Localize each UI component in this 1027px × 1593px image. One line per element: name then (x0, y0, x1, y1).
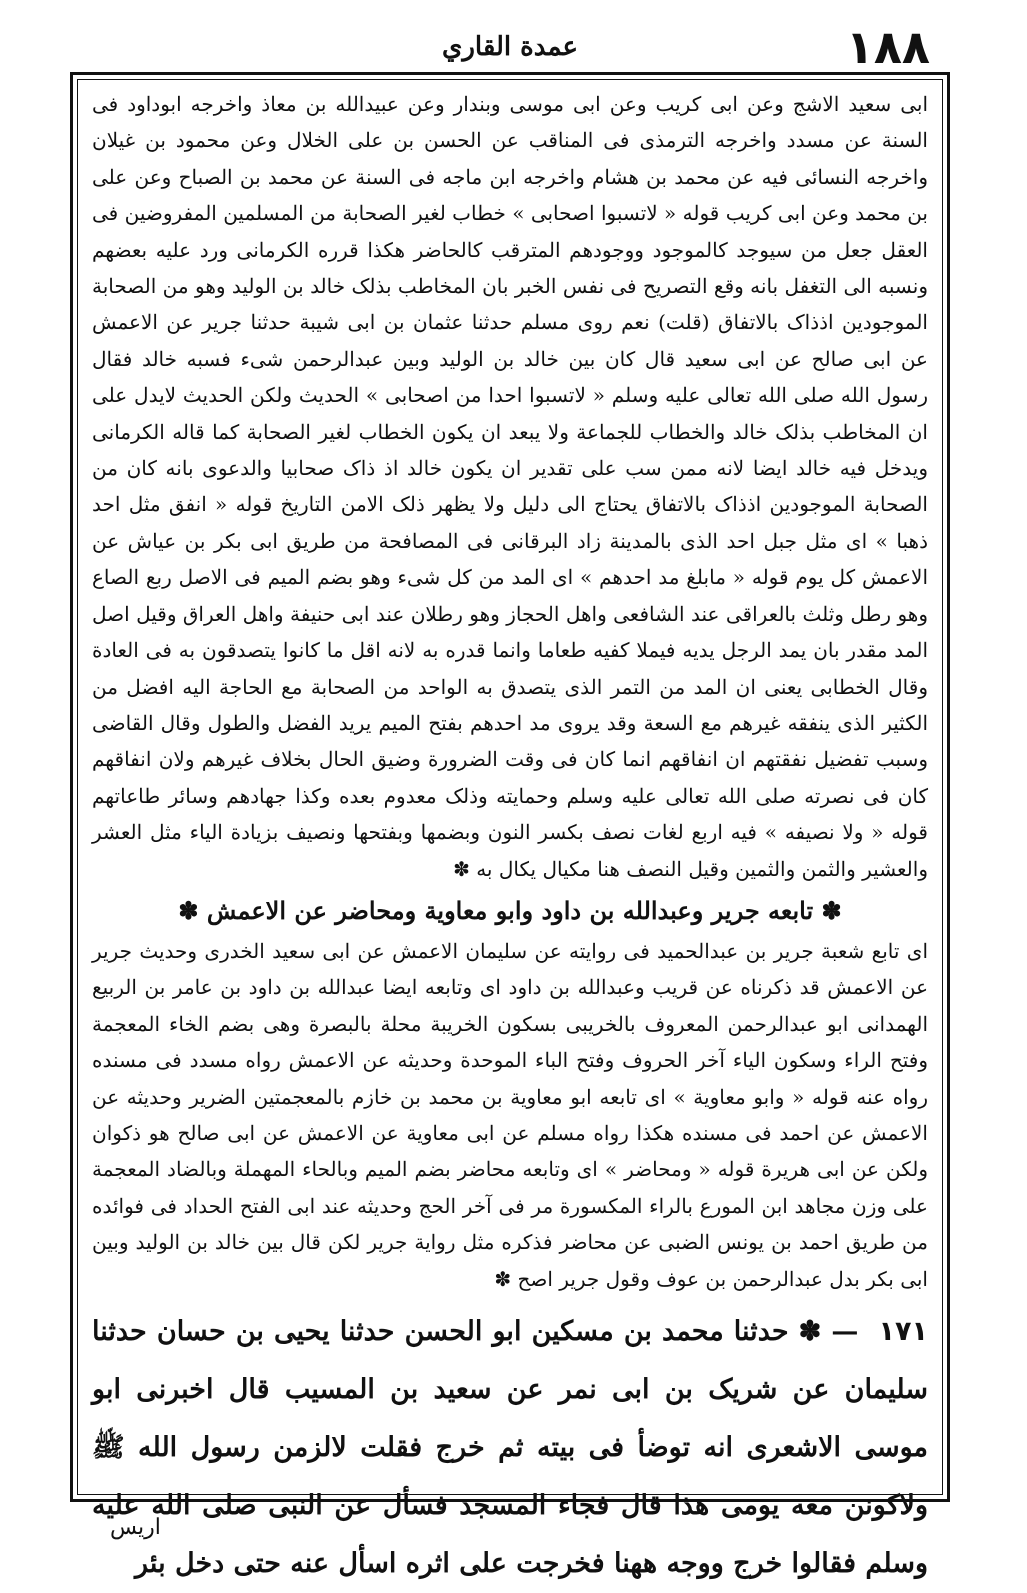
hadith-body: — ✽ حدثنا محمد بن مسکین ابو الحسن حدثنا یحیی بن حسان حدثنا سلیمان عن شریک بن ابی نمر عن سعید بن المسیب قال اخبرنی ابو موسی الاشعری انه توضأ فی بیته ثم خرج فقلت لالزمن رسول الله ﷺ ولاکونن معه یومی هذا قال فجاء المسجد فسأل عن النبی صلی الله علیه وسلم فقالوا خرج ووجه ههنا فخرجت علی اثره اسأل عنه حتی دخل بئر (92, 1316, 928, 1579)
running-title: عمدة القاري (442, 32, 578, 62)
catchword: اریس (110, 1515, 161, 1540)
hadith-text (92, 1303, 928, 1593)
commentary-paragraph: ای تابع شعبة جریر بن عبدالحمید فی روایته عن سلیمان الاعمش عن ابی سعید الخدری وحدیث جریر عن الاعمش قد ذکرناه عن قریب وعبدالله بن داود ای وتابعه ایضا عبدالله بن داود بن عامر بن الربیع الهمدانی ابو عبدالرحمن المعروف بالخریبی بسکون الخریبة محلة بالبصرة وهی بضم الخاء المعجمة وفتح الراء وسکون الیاء آخر الحروف وفتح الباء الموحدة وحدیثه عن الاعمش رواه مسدد فی مسنده رواه عنه قوله « وابو معاویة » ای تابعه ابو معاویة بن محمد بن خازم بالمعجمتین الضریر وحدیثه عن الاعمش عن احمد فی مسنده هکذا رواه مسلم عن ابی معاویة عن الاعمش عن ابی صالح هو ذکوان ولکن عن ابی هریرة قوله « ومحاضر » ای وتابعه محاضر بضم المیم وبالحاء المهملة وبالضاد المعجمة علی وزن مجاهد ابن المورع بالراء المکسورة مر فی آخر الحج وحدیثه عند ابی الفتح الحداد فی فوائده من طریق احمد بن یونس الضبی عن محاضر فذکره مثل روایة جریر لکن قال بین خالد بن الولید وبین ابی بکر بدل عبدالرحمن بن عوف وقول جریر اصح ✽ (92, 938, 928, 1291)
commentary-paragraph: ابی سعید الاشج وعن ابی کریب وعن ابی موسی وبندار وعن عبیدالله بن معاذ واخرجه ابوداود فی السنة عن مسدد واخرجه الترمذی فی المناقب عن الحسن بن علی الخلال وعن محمود بن غیلان واخرجه النسائی فیه عن محمد بن هشام واخرجه ابن ماجه فی السنة عن محمد بن الصباح وعن علی بن محمد وعن ابی کریب قوله « لاتسبوا اصحابی » خطاب لغیر الصحابة من المسلمین المفروضین فی العقل جعل من سیوجد کالموجود ووجودهم المترقب کالحاضر هکذا قرره الکرمانی ورد علیه بعضهم ونسبه الی التغفل بانه وقع التصریح فی نفس الخبر بان المخاطب بذلک خالد بن الولید وهو من الصحابة الموجودین اذذاک بالاتفاق (قلت) نعم روی مسلم حدثنا عثمان بن ابی شیبة حدثنا جریر عن الاعمش عن ابی صالح عن ابی سعید قال کان بین خالد بن الولید وبین عبدالرحمن شیء فسبه خالد فقال رسول الله صلی الله تعالی علیه وسلم « لاتسبوا احدا من اصحابی » الحدیث ولکن الحدیث لایدل علی ان المخاطب بذلک خالد والخطاب للجماعة ولا یبعد ان یکون الخطاب لغیر الصحابة کما قاله الکرمانی ویدخل فیه خالد ایضا لانه ممن سب علی تقدیر ان یکون خالد اذ ذاک صحابیا والدعوی بانه کان من الصحابة الموجودین اذذاک بالاتفاق یحتاج الی دلیل ولا یظهر ذلک الامن التاریخ قوله « انفق مثل احد ذهبا » ای مثل جبل احد الذی بالمدینة زاد البرقانی فی المصافحة من طریق ابی بکر بن عیاش عن الاعمش کل یوم قوله « مابلغ مد احدهم » ای المد من کل شیء وهو بضم المیم فی الاصل ربع الصاع وهو رطل وثلث بالعراقی عند الشافعی واهل الحجاز وهو رطلان عند ابی حنیفة واهل العراق وقیل اصل المد مقدر بان یمد الرجل یدیه فیملا کفیه طعاما وانما قدره به لانه اقل ما کانوا یتصدقون به فی العادة وقال الخطابی یعنی ان المد من التمر الذی یتصدق به الواحد من الصحابة مع الحاجة الیه افضل من الکثیر الذی ینفقه غیرهم مع السعة وقد یروی مد احدهم بفتح المیم یرید الفضل والطول وقال القاضی وسبب تفضیل نفقتهم ان انفاقهم انما کان فی وقت الضرورة وضیق الحال بخلاف غیرهم ولان انفاقهم کان فی نصرته صلی الله تعالی علیه وسلم وحمایته وذلک معدوم بعده وکذا جهادهم وسائر طاعاتهم قوله « ولا نصیفه » فیه اربع لغات نصف بکسر النون وبضمها وبفتحها ونصیف بزیادة الیاء مثل العشر والعشیر والثمن والثمین وقیل النصف هنا مکیال یکال به ✽ (92, 92, 928, 881)
page-number: ١٨٨ (845, 20, 930, 74)
page-header (70, 18, 950, 74)
section-heading: ✽ تابعه جریر وعبدالله بن داود وابو معاویة ومحاضر عن الاعمش ✽ (178, 895, 842, 925)
hadith-number: ١٧١ (878, 1316, 928, 1347)
